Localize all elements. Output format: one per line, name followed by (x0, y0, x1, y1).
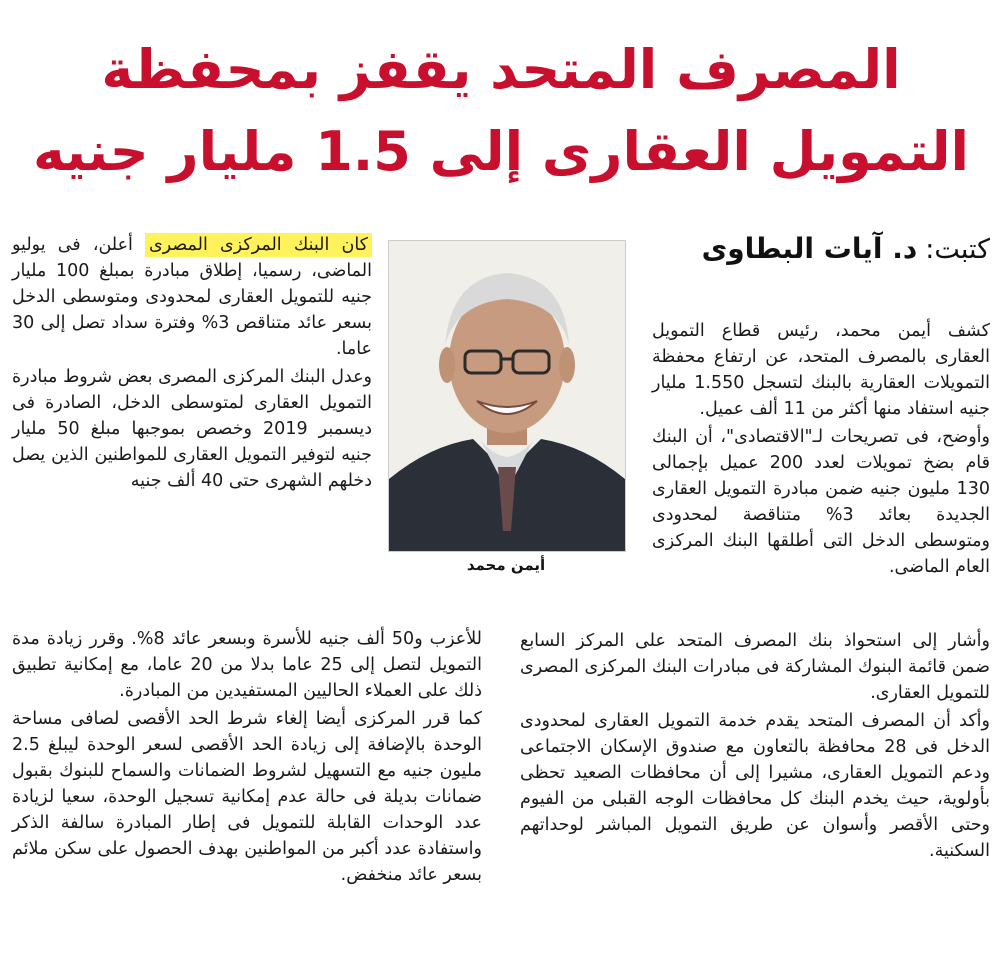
paragraph (12, 232, 372, 362)
headline-line-2: التمويل العقارى إلى 1.5 مليار جنيه (32, 120, 970, 183)
paragraph: كشف أيمن محمد، رئيس قطاع التمويل العقارى بالمصرف المتحد، عن ارتفاع محفظة التمويلات العقارية بالبنك لتسجل 1.550 مليار جنيه استفاد منها أكثر من 11 ألف عميل. (652, 321, 990, 419)
paragraph: وأشار إلى استحواذ بنك المصرف المتحد على المركز السابع ضمن قائمة البنوك المشاركة فى مبادرات البنك المركزى المصرى للتمويل العقارى. (520, 631, 990, 703)
paragraph: وأكد أن المصرف المتحد يقدم خدمة التمويل العقارى لمحدودى الدخل فى 28 محافظة بالتعاون مع صندوق الإسكان الاجتماعى ودعم التمويل العقارى، مشيرا إلى أن محافظات الصعيد تحظى بأولوية، حيث يخدم البنك كل محافظات الوجه القبلى من الفيوم وحتى الأقصر وأسوان عن طريق التمويل المباشر لوحداتهم السكنية. (520, 711, 990, 861)
article-column-right-lower (520, 628, 990, 866)
byline (660, 232, 990, 276)
paragraph: كما قرر المركزى أيضا إلغاء شرط الحد الأقصى لصافى مساحة الوحدة بالإضافة إلى زيادة الحد الأقصى لسعر الوحدة ليبلغ 2.5 مليون جنيه مع التسهيل لشروط الضمانات والسماح للبنوك بقبول ضمانات بديلة فى حالة عدم إمكانية تسجيل الوحدة، سعيا لزيادة عدد الوحدات القابلة للتمويل فى إطار المبادرة سالفة الذكر واستفادة عدد أكبر من المواطنين بهدف الحصول على سكن ملائم بسعر عائد منخفض. (12, 709, 482, 885)
paragraph-continuation: أعلن، فى يوليو الماضى، رسميا، إطلاق مبادرة بمبلغ 100 مليار جنيه للتمويل العقارى لمحدودى ومتوسطى الدخل بسعر عائد متناقص 3% وفترة سداد تصل إلى 30 عاما. (12, 235, 372, 359)
highlighted-text: كان البنك المركزى المصرى (145, 233, 372, 257)
article-column-right (652, 318, 990, 582)
paragraph: وأوضح، فى تصريحات لـ"الاقتصادى"، أن البنك قام بضخ تمويلات لعدد 200 عميل بإجمالى 130 مليون جنيه ضمن مبادرة التمويل العقارى الجديدة بعائد 3% متناقصة لمحدودى ومتوسطى الدخل التى أطلقها البنك المركزى العام الماضى. (652, 427, 990, 577)
portrait-photo (388, 240, 626, 552)
article-column-left (12, 232, 372, 496)
photo-caption: أيمن محمد (466, 556, 546, 574)
portrait-illustration (389, 241, 625, 551)
paragraph: وعدل البنك المركزى المصرى بعض شروط مبادرة التمويل العقارى لمتوسطى الدخل، الصادرة فى ديسمبر 2019 وخصص بموجبها مبلغ 50 مليار جنيه لتوفير التمويل العقارى للمواطنين الذين يصل دخلهم الشهرى حتى 40 ألف جنيه (12, 367, 372, 491)
paragraph: للأعزب و50 ألف جنيه للأسرة وبسعر عائد 8%. وقرر زيادة مدة التمويل لتصل إلى 25 عاما بدلا من 20 عاما، مع إمكانية تطبيق ذلك على العملاء الحاليين المستفيدين من المبادرة. (12, 629, 482, 701)
headline-line-1: المصرف المتحد يقفز بمحفظة (101, 38, 901, 101)
byline-label: كتبت: (925, 234, 990, 265)
author-name: د. آيات البطاوى (701, 232, 918, 265)
article-column-left-lower (12, 626, 482, 890)
